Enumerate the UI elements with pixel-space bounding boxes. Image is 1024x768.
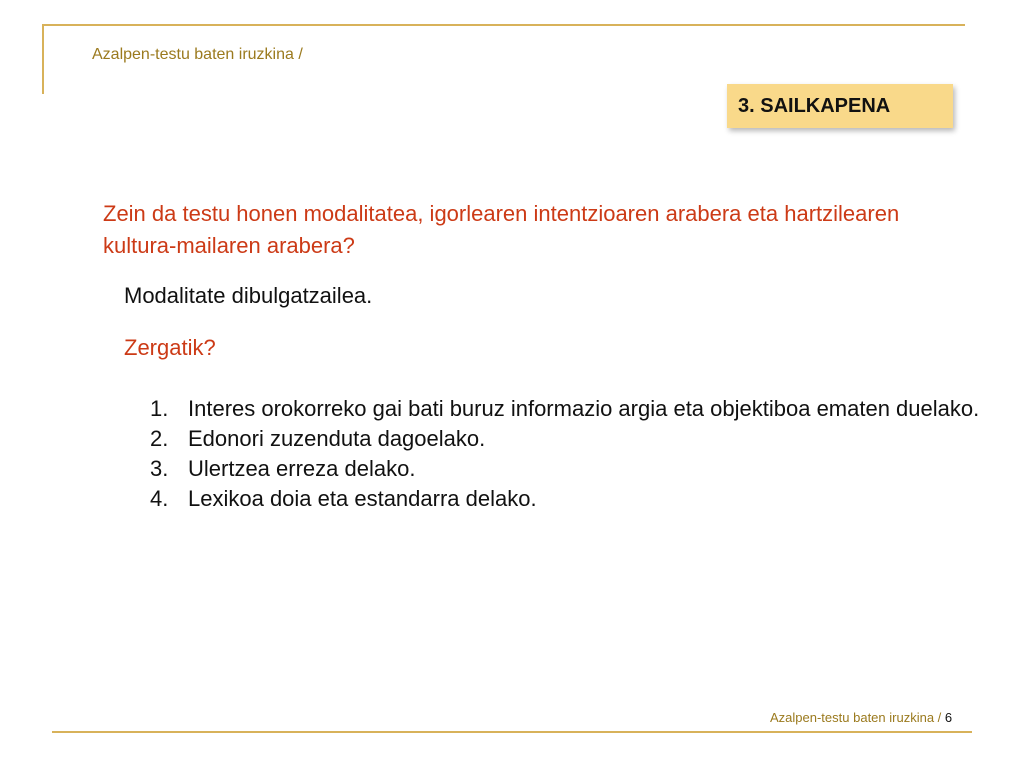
list-item-text: Edonori zuzenduta dagoelako. [188, 426, 486, 451]
header-title: Azalpen-testu baten iruzkina / [92, 46, 303, 63]
list-item-number: 1. [150, 396, 169, 421]
list-item [150, 394, 984, 424]
list-item-text: Ulertzea erreza delako. [188, 456, 416, 481]
footer-title: Azalpen-testu baten iruzkina / [770, 710, 942, 725]
reasons-list [150, 394, 984, 514]
top-rule [42, 24, 965, 26]
list-item-number: 3. [150, 456, 169, 481]
answer-text: Modalitate dibulgatzailea. [124, 283, 373, 308]
section-badge-label: 3. SAILKAPENA [738, 94, 891, 117]
footer [770, 710, 952, 725]
section-badge [727, 84, 953, 128]
why-label: Zergatik? [124, 335, 216, 360]
list-item [150, 484, 984, 514]
question-text: Zein da testu honen modalitatea, igorlearen intentzioaren arabera eta hartzilearen kultura-mailaren arabera? [103, 201, 900, 258]
bottom-rule [52, 731, 972, 733]
list-item-number: 2. [150, 426, 169, 451]
list-item [150, 424, 984, 454]
list-item-number: 4. [150, 486, 169, 511]
list-item-text: Lexikoa doia eta estandarra delako. [188, 486, 537, 511]
page-number: 6 [944, 710, 953, 725]
list-item-text: Interes orokorreko gai bati buruz informazio argia eta objektiboa ematen duelako. [188, 396, 980, 421]
left-rule [42, 24, 44, 94]
list-item [150, 454, 984, 484]
